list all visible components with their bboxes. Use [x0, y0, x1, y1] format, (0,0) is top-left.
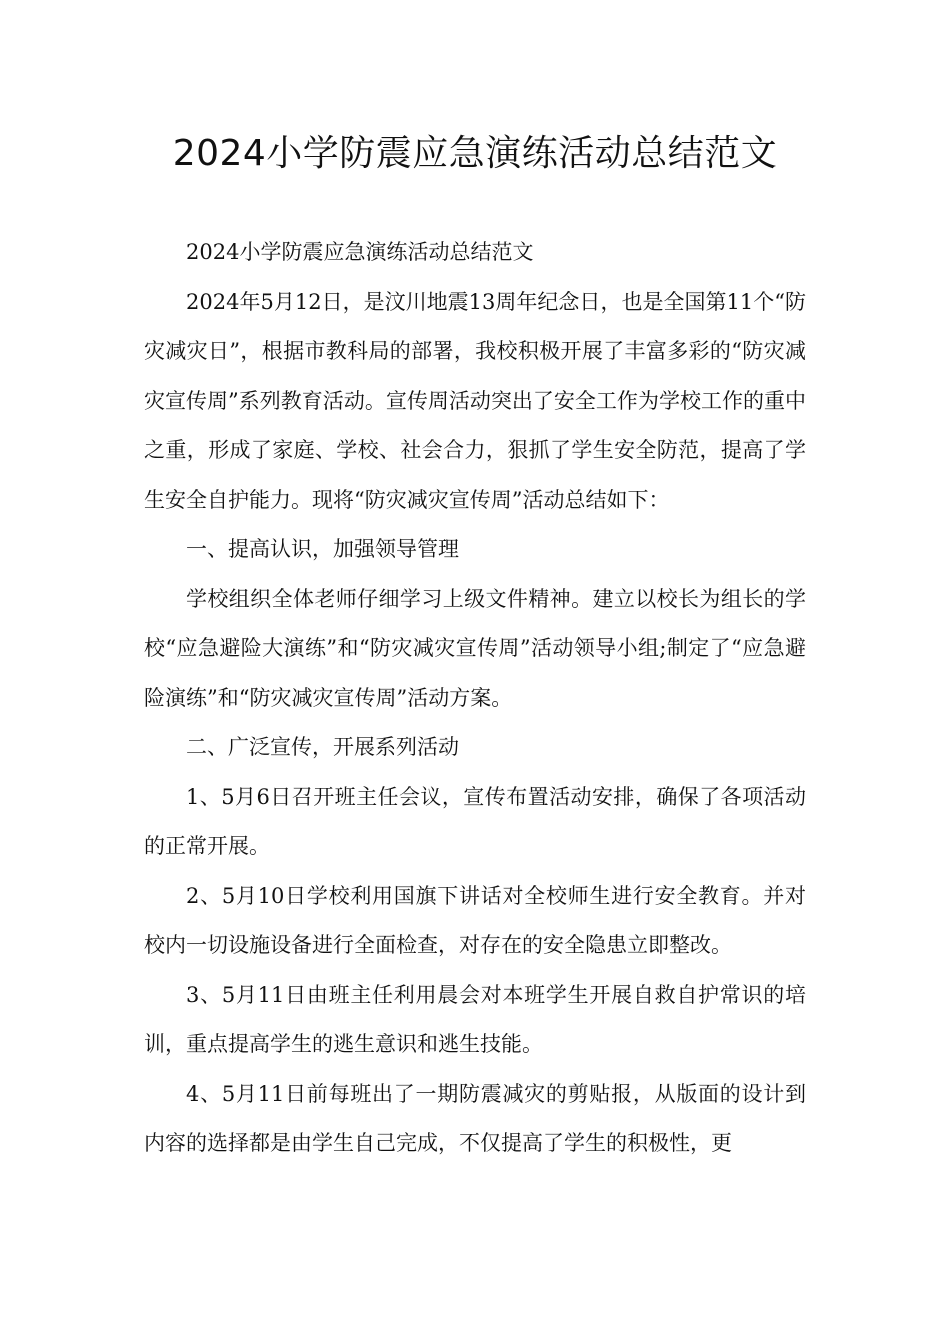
document-body [144, 228, 806, 1169]
paragraph-section-1: 学校组织全体老师仔细学习上级文件精神。建立以校长为组长的学校“应急避险大演练”和“防灾减灾宣传周”活动领导小组;制定了“应急避险演练”和“防灾减灾宣传周”活动方案。 [144, 586, 806, 710]
list-item-4: 4、5月11日前每班出了一期防震减灾的剪贴报，从版面的设计到内容的选择都是由学生自己完成，不仅提高了学生的积极性，更 [144, 1081, 806, 1155]
paragraph-intro: 2024年5月12日，是汶川地震13周年纪念日，也是全国第11个“防灾减灾日”，根据市教科局的部署，我校积极开展了丰富多彩的“防灾减灾宣传周”系列教育活动。宣传周活动突出了安全工作为学校工作的重中之重，形成了家庭、学校、社会合力，狠抓了学生安全防范，提高了学生安全自护能力。现将“防灾减灾宣传周”活动总结如下： [144, 289, 806, 512]
section-heading-2: 二、广泛宣传，开展系列活动 [186, 735, 459, 759]
section-heading-1: 一、提高认识，加强领导管理 [186, 537, 459, 561]
list-item-3: 3、5月11日由班主任利用晨会对本班学生开展自救自护常识的培训，重点提高学生的逃生意识和逃生技能。 [144, 982, 806, 1056]
list-item-1: 1、5月6日召开班主任会议，宣传布置活动安排，确保了各项活动的正常开展。 [144, 784, 806, 858]
document-title: 2024小学防震应急演练活动总结范文 [172, 133, 778, 174]
paragraph-subtitle: 2024小学防震应急演练活动总结范文 [186, 240, 534, 264]
list-item-2: 2、5月10日学校利用国旗下讲话对全校师生进行安全教育。并对校内一切设施设备进行全面检查，对存在的安全隐患立即整改。 [144, 883, 806, 957]
